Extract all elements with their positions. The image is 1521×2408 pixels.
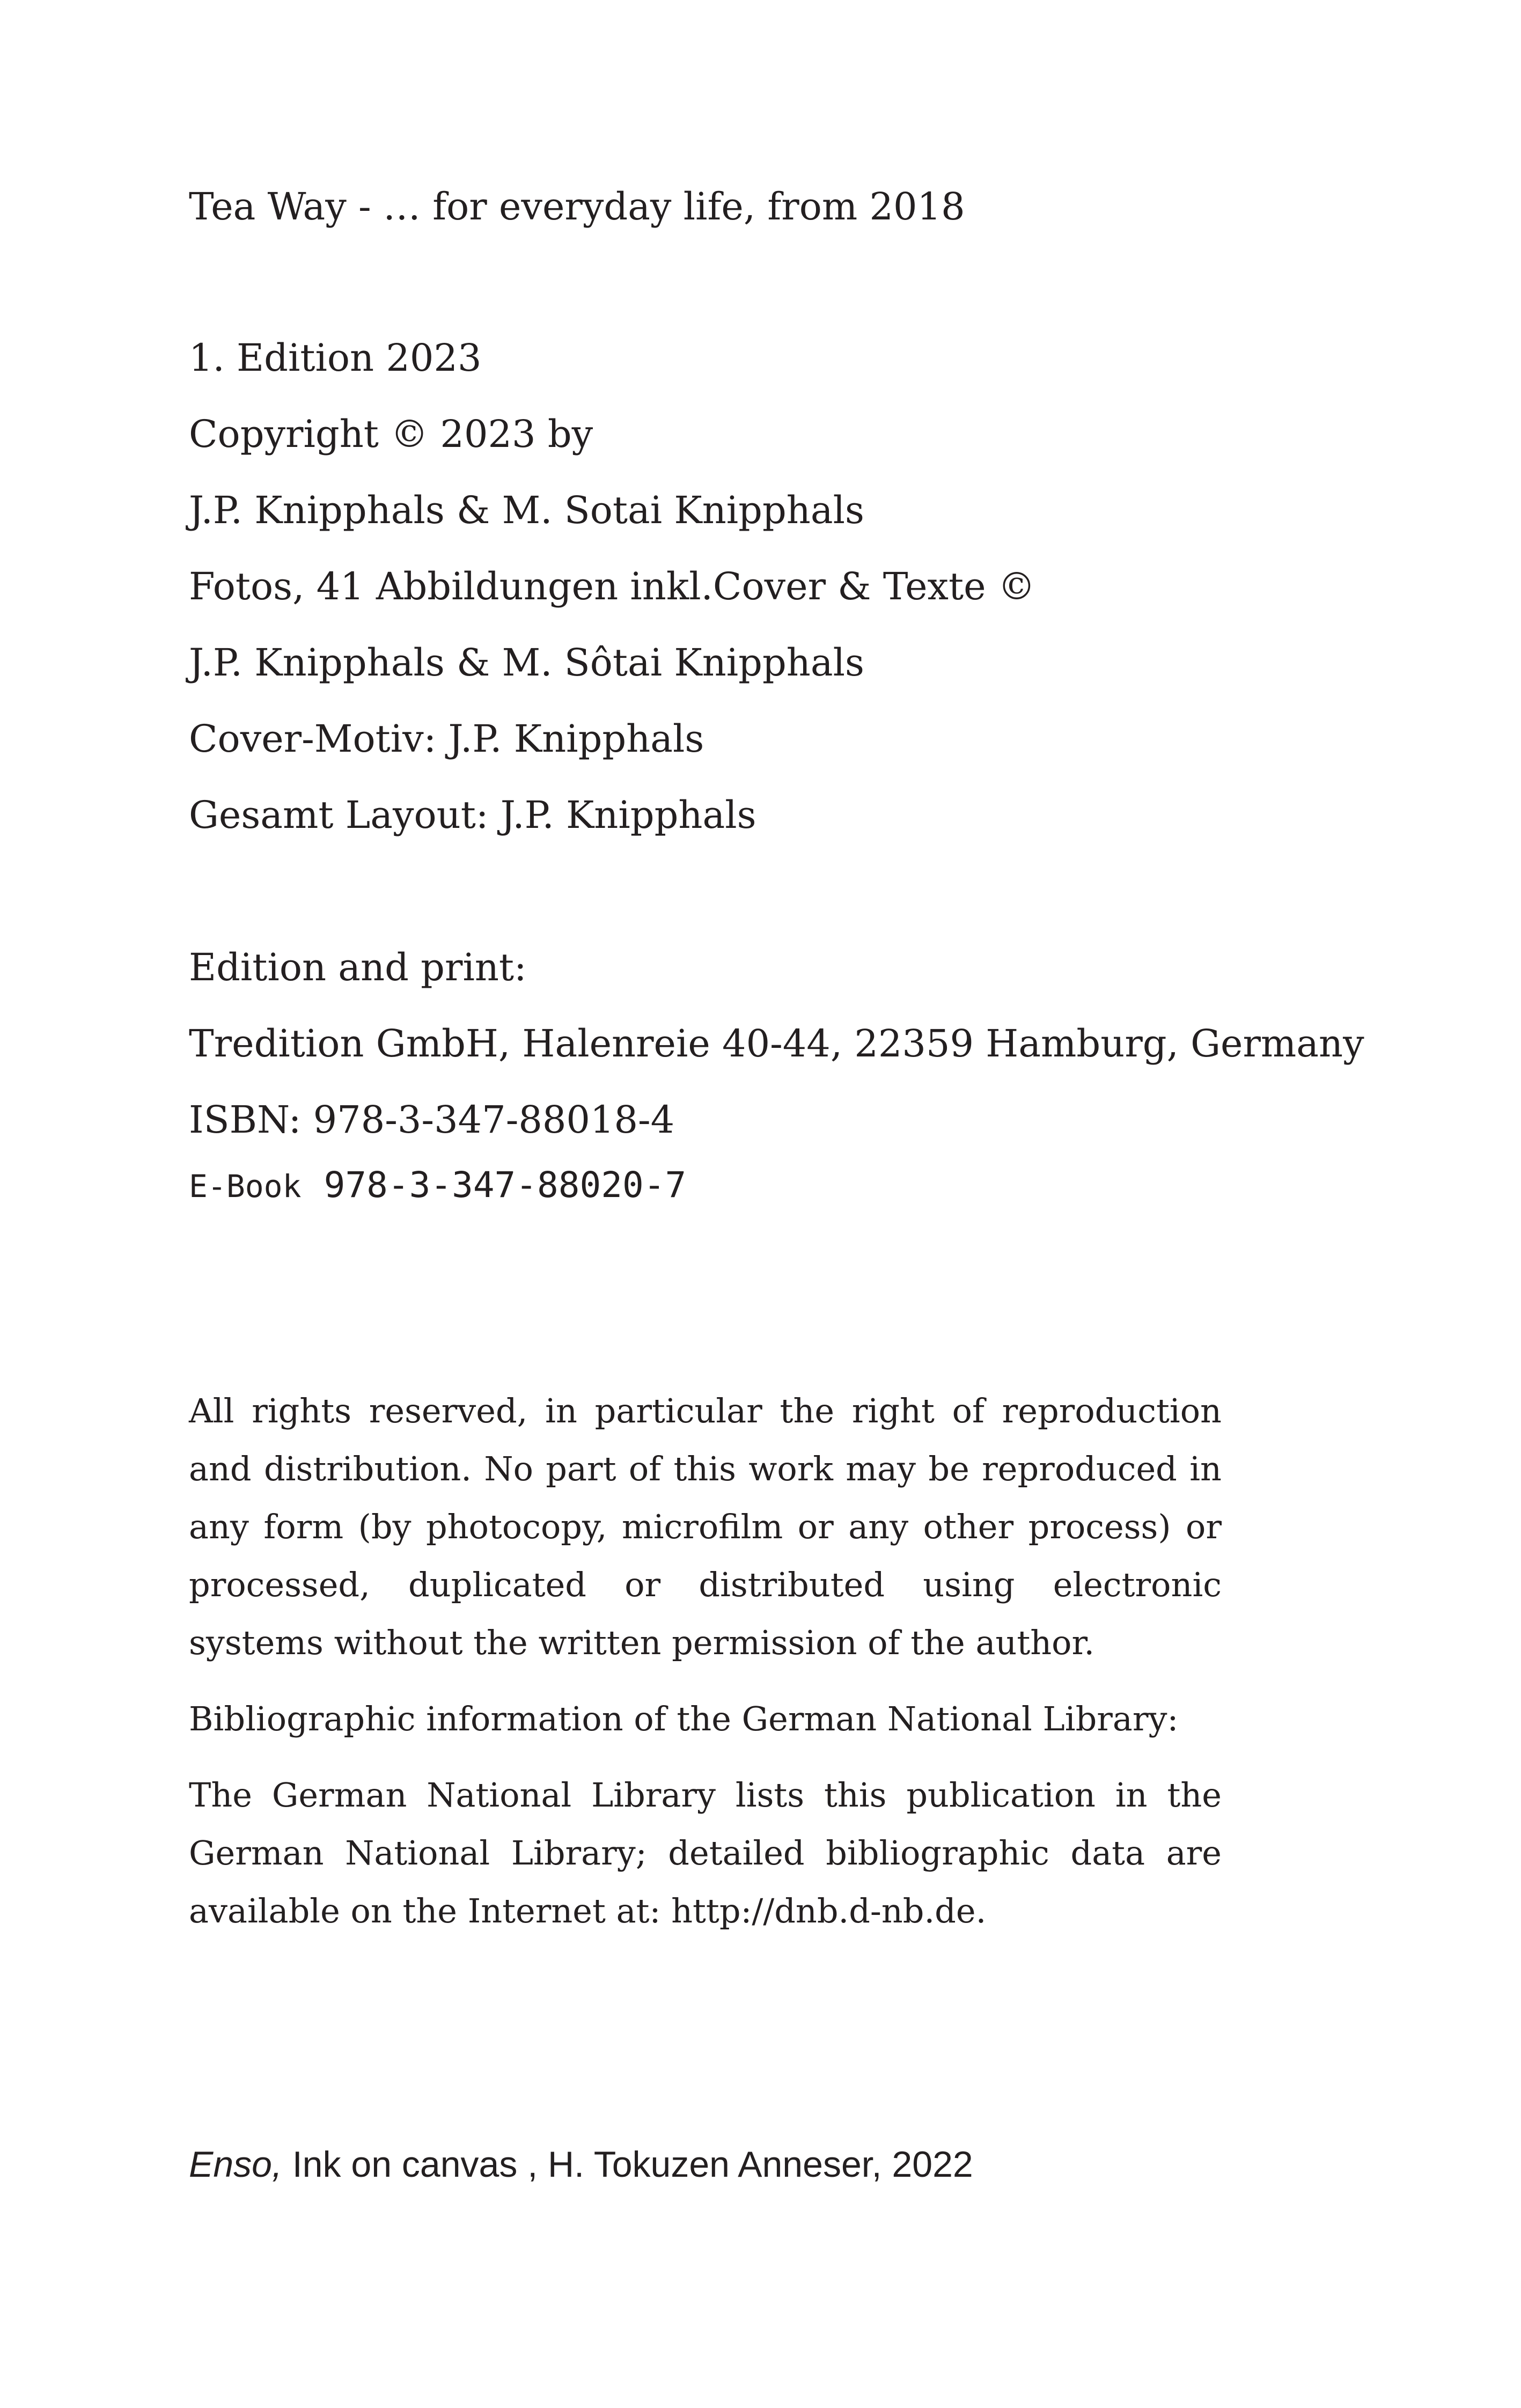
photo-authors-line: J.P. Knipphals & M. Sôtai Knipphals — [189, 641, 864, 685]
ebook-number: 978-3-347-88020-7 — [324, 1164, 687, 1206]
cover-motif-line: Cover-Motiv: J.P. Knipphals — [189, 717, 704, 761]
ebook-label: E-Book — [189, 1168, 302, 1205]
artwork-title: Enso, — [189, 2144, 282, 2185]
rights-paragraph: All rights reserved, in particular the right of reproduction and distribution. No part of this work may be reproduced in any form (by photocopy, microfilm or any other process) or processed, duplicated or distributed using electronic systems without the written permission of the author. — [189, 1391, 1222, 1662]
ebook-isbn-line — [189, 1164, 687, 1206]
artwork-details: Ink on canvas , H. Tokuzen Anneser, 2022 — [282, 2144, 973, 2185]
layout-credit-line: Gesamt Layout: J.P. Knipphals — [189, 793, 756, 837]
bibliographic-paragraph: The German National Library lists this publication in the German National Library; detailed bibliographic data are available on the Internet at: http://dnb.d-nb.de. — [189, 1775, 1222, 1930]
isbn-line: ISBN: 978-3-347-88018-4 — [189, 1098, 675, 1142]
edition-line: 1. Edition 2023 — [189, 336, 482, 380]
publisher-heading: Edition and print: — [189, 945, 527, 989]
authors-line: J.P. Knipphals & M. Sotai Knipphals — [189, 488, 864, 532]
photos-line: Fotos, 41 Abbildungen inkl.Cover & Texte © — [189, 564, 1035, 608]
copyright-line: Copyright © 2023 by — [189, 412, 593, 456]
bibliographic-heading: Bibliographic information of the German National Library: — [189, 1699, 1179, 1738]
publisher-address: Tredition GmbH, Halenreie 40-44, 22359 Hamburg, Germany — [189, 1022, 1364, 1066]
series-line: Tea Way - … for everyday life, from 2018 — [189, 185, 965, 229]
artwork-caption — [189, 2146, 973, 2183]
